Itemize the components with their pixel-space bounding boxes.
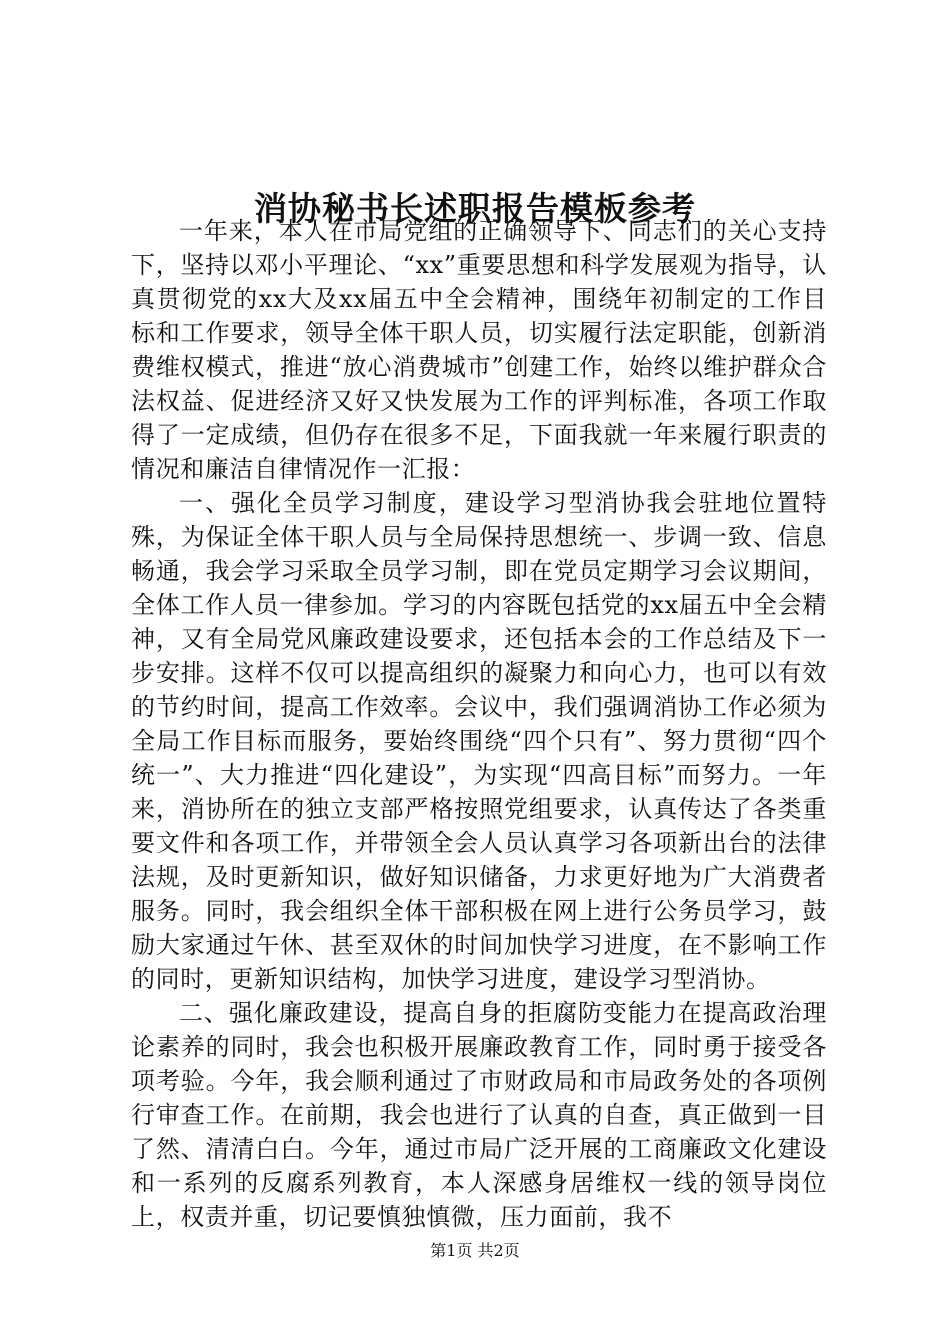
paragraph-section-two: 二、强化廉政建设，提高自身的拒腐防变能力在提高政治理论素养的同时，我会也积极开展廉政教育工作，同时勇于接受各项考验。今年，我会顺利通过了市财政局和市局政务处的各项例行审查工作。在前期，我会也进行了认真的自查，真正做到一目了然、清清白白。今年，通过市局广泛开展的工商廉政文化建设和一系列的反腐系列教育，本人深感身居维权一线的领导岗位上，权责并重，切记要慎独慎微，压力面前，我不: [131, 999, 827, 1231]
paragraph-section-one: 一、强化全员学习制度，建设学习型消协我会驻地位置特殊，为保证全体干职人员与全局保持思想统一、步调一致、信息畅通，我会学习采取全员学习制，即在党员定期学习会议期间，全体工作人员一律参加。学习的内容既包括党的xx届五中全会精神，又有全局党风廉政建设要求，还包括本会的工作总结及下一步安排。这样不仅可以提高组织的凝聚力和向心力，也可以有效的节约时间，提高工作效率。会议中，我们强调消协工作必须为全局工作目标而服务，要始终围绕“四个只有”、努力贯彻“四个统一”、大力推进“四化建设”，为实现“四高目标”而努力。一年来，消协所在的独立支部严格按照党组要求，认真传达了各类重要文件和各项工作，并带领全会人员认真学习各项新出台的法律法规，及时更新知识，做好知识储备，力求更好地为广大消费者服务。同时，我会组织全体干部积极在网上进行公务员学习，鼓励大家通过午休、甚至双休的时间加快学习进度，在不影响工作的同时，更新知识结构，加快学习进度，建设学习型消协。: [131, 489, 827, 993]
page-number-footer: 第1页 共2页: [430, 1241, 520, 1260]
document-body: [131, 214, 827, 1234]
document-title: 消协秘书长述职报告模板参考: [254, 189, 696, 228]
paragraph-intro: 一年来，本人在市局党组的正确领导下、同志们的关心支持下，坚持以邓小平理论、“xx”重要思想和科学发展观为指导，认真贯彻党的xx大及xx届五中全会精神，围绕年初制定的工作目标和工作要求，领导全体干职人员，切实履行法定职能，创新消费维权模式，推进“放心消费城市”创建工作，始终以维护群众合法权益、促进经济又好又快发展为工作的评判标准，各项工作取得了一定成绩，但仍存在很多不足，下面我就一年来履行职责的情况和廉洁自律情况作一汇报：: [131, 217, 827, 483]
